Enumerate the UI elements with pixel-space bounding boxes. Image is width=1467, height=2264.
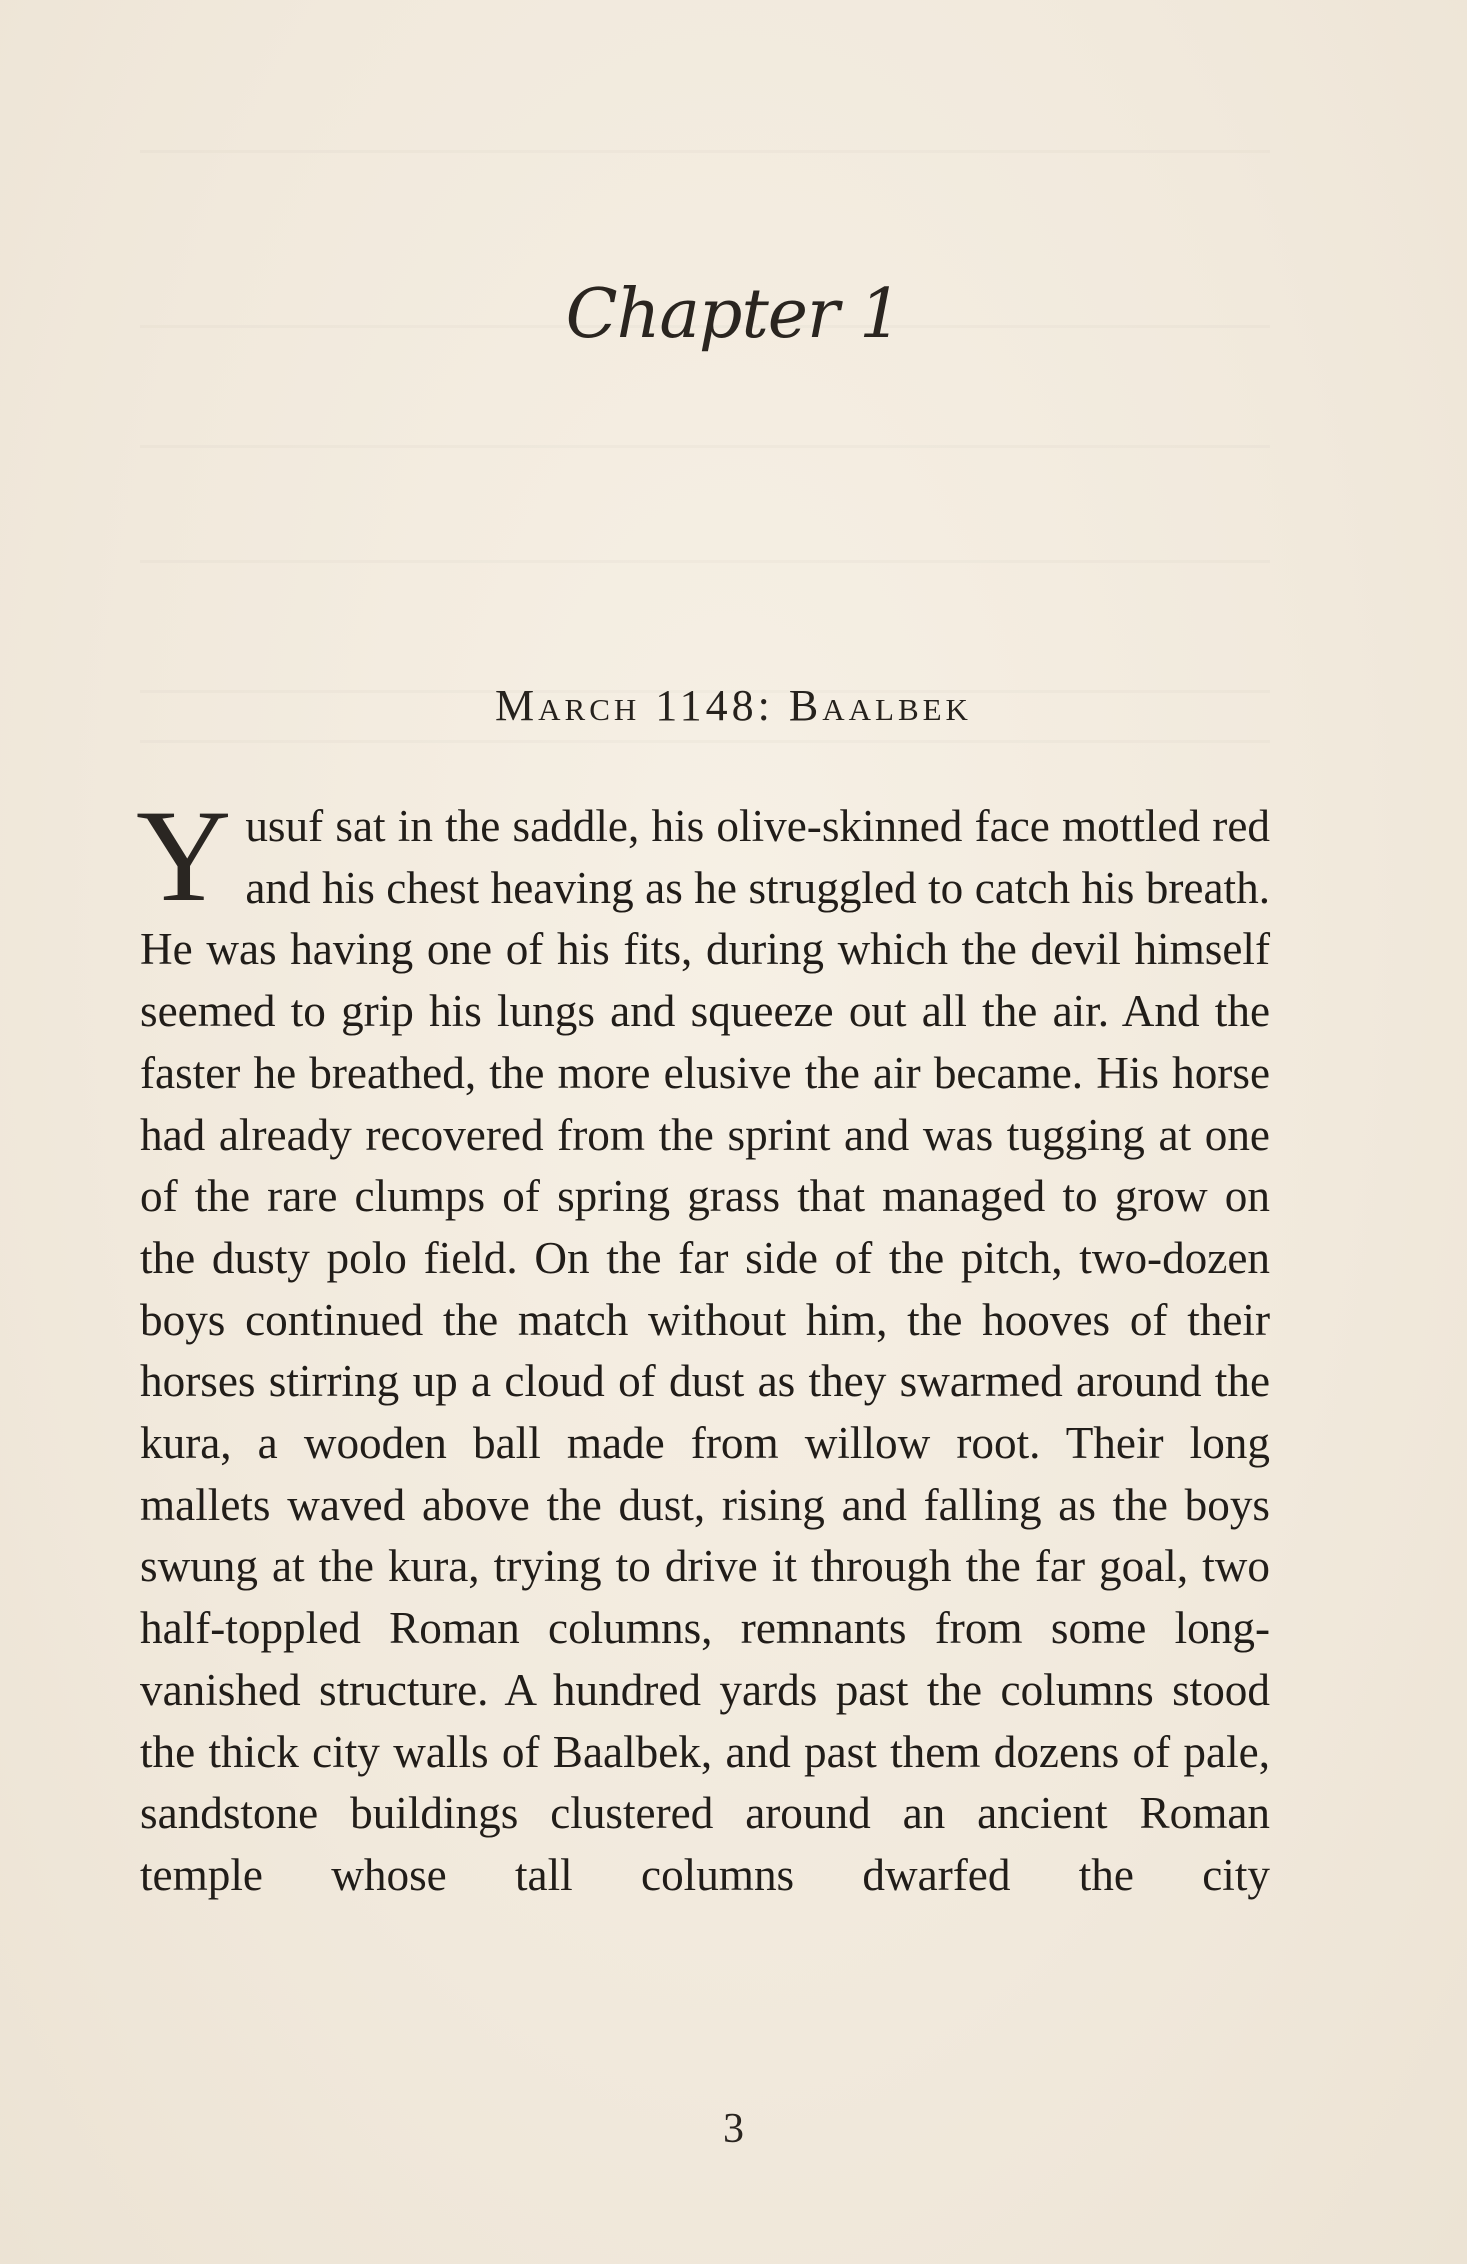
- paper-texture-line: [140, 150, 1270, 153]
- section-heading: March 1148: Baalbek: [495, 681, 972, 730]
- drop-cap: Y: [136, 782, 232, 929]
- body-text: [136, 782, 1270, 1907]
- chapter-title: Chapter 1: [565, 275, 902, 354]
- paper-texture-line: [140, 445, 1270, 448]
- page-number: 3: [723, 2106, 744, 2152]
- paper-texture-line: [140, 740, 1270, 743]
- body-paragraph: usuf sat in the saddle, his olive-skinned face mottled red and his chest heaving as he struggled to catch his breath. He was having one of his fits, during which the devil himself seemed to grip his lungs and squeeze out all the air. And the faster he breathed, the more elusive the air became. His horse had already recovered from the sprint and was tugging at one of the rare clumps of spring grass that managed to grow on the dusty polo field. On the far side of the pitch, two-dozen boys continued the match without him, the hooves of their horses stirring up a cloud of dust as they swarmed around the kura, a wooden ball made from willow root. Their long mallets waved above the dust, rising and falling as the boys swung at the kura, trying to drive it through the far goal, two half-toppled Roman columns, remnants from some long-vanished structure. A hundred yards past the columns stood the thick city walls of Baalbek, and past them dozens of pale, sandstone buildings clustered around an ancient Roman temple whose tall columns dwarfed the city: [140, 801, 1270, 1900]
- paper-texture-line: [140, 560, 1270, 563]
